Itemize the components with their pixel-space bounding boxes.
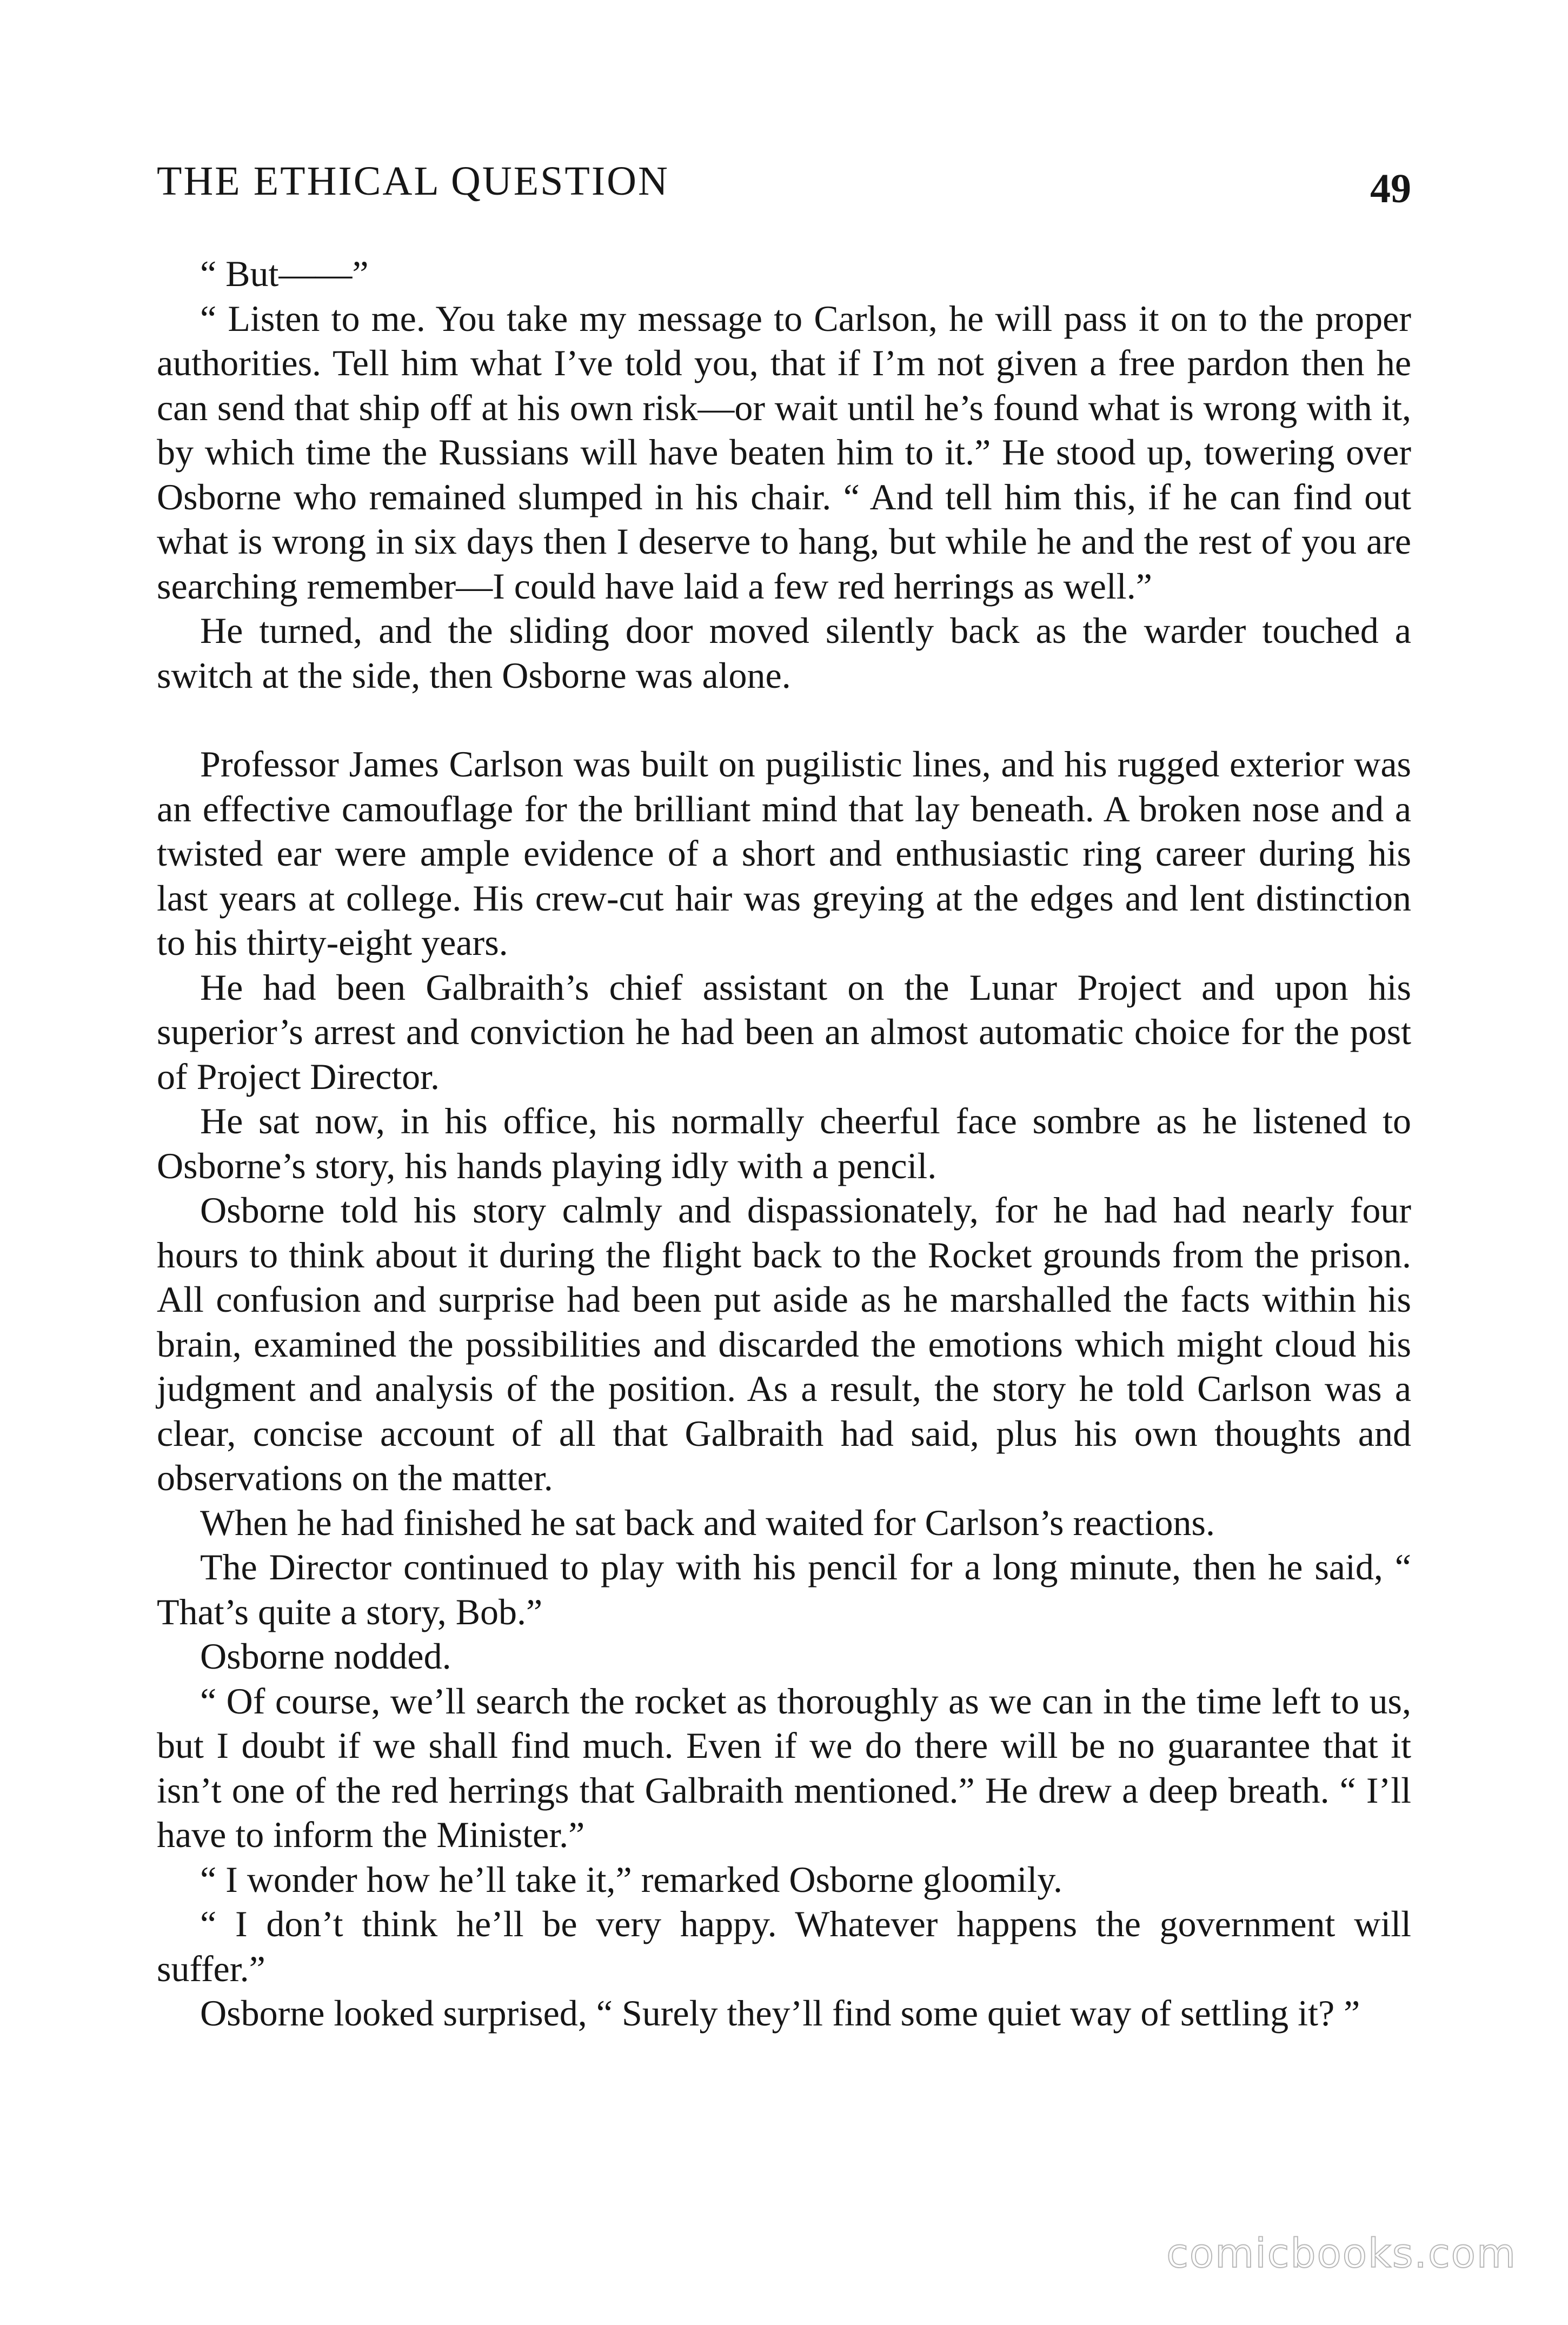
paragraph-not-happy: “ I don’t think he’ll be very happy. Whatever happens the government will suffer.”: [157, 1903, 1411, 1989]
paragraph-he-turned: He turned, and the sliding door moved silently back as the warder touched a switch at the side, then Osborne was alone.: [157, 610, 1411, 696]
paragraph-but: “ But——”: [200, 253, 369, 294]
paragraph-wonder-how: “ I wonder how he’ll take it,” remarked Osborne gloomily.: [200, 1858, 1062, 1900]
paragraph-osborne-surprised: Osborne looked surprised, “ Surely they’ll find some quiet way of settling it? ”: [200, 1992, 1360, 2034]
paragraph-search-rocket: “ Of course, we’ll search the rocket as thoroughly as we can in the time left to us, but I doubt if we shall find much. Even if we do there will be no guarantee that it isn’t one of the red herrings that Galbraith mentioned.” He drew a deep breath. “ I’ll have to inform the Minister.”: [157, 1680, 1411, 1855]
running-title: THE ETHICAL QUESTION: [157, 158, 669, 204]
paragraph-director-continued: The Director continued to play with his pencil for a long minute, then he said, “ That’s quite a story, Bob.”: [157, 1546, 1411, 1632]
body-text: [157, 251, 1411, 2036]
paragraph-professor-carlson: Professor James Carlson was built on pugilistic lines, and his rugged exterior was an effective camouflage for the brilliant mind that lay beneath. A broken nose and a twisted ear were ample evidence of a short and enthusiastic ring career during his last years at college. His crew-cut hair was greying at the edges and lent distinction to his thirty-eight years.: [157, 743, 1411, 963]
paragraph-when-finished: When he had finished he sat back and waited for Carlson’s reactions.: [200, 1502, 1215, 1543]
running-head: [157, 157, 1411, 216]
watermark-logo: comicbooks.com: [1166, 2230, 1517, 2277]
page-number: 49: [1370, 166, 1411, 211]
paragraph-listen-to-me: “ Listen to me. You take my message to Carlson, he will pass it on to the proper authorities. Tell him what I’ve told you, that if I’m not given a free pardon then he can send that ship off at his own risk—or wait until he’s found what is wrong with it, by which time the Russians will have beaten him to it.” He stood up, towering over Osborne who remained slumped in his chair. “ And tell him this, if he can find out what is wrong in six days then I deserve to hang, but while he and the rest of you are searching remember—I could have laid a few red herrings as well.”: [157, 297, 1411, 607]
paragraph-sat-in-office: He sat now, in his office, his normally cheerful face sombre as he listened to Osborne’s story, his hands playing idly with a pencil.: [157, 1100, 1411, 1186]
paragraph-osborne-told-story: Osborne told his story calmly and dispassionately, for he had had nearly four hours to think about it during the flight back to the Rocket grounds from the prison. All confusion and surprise had been put aside as he marshalled the facts within his brain, examined the possibilities and discarded the emotions which might cloud his judgment and analysis of the position. As a result, the story he told Carlson was a clear, concise account of all that Galbraith had said, plus his own thoughts and observations on the matter.: [157, 1190, 1411, 1498]
paragraph-galbraith-assistant: He had been Galbraith’s chief assistant on the Lunar Project and upon his superior’s arrest and conviction he had been an almost automatic choice for the post of Project Director.: [157, 966, 1411, 1097]
paragraph-osborne-nodded: Osborne nodded.: [200, 1636, 451, 1677]
